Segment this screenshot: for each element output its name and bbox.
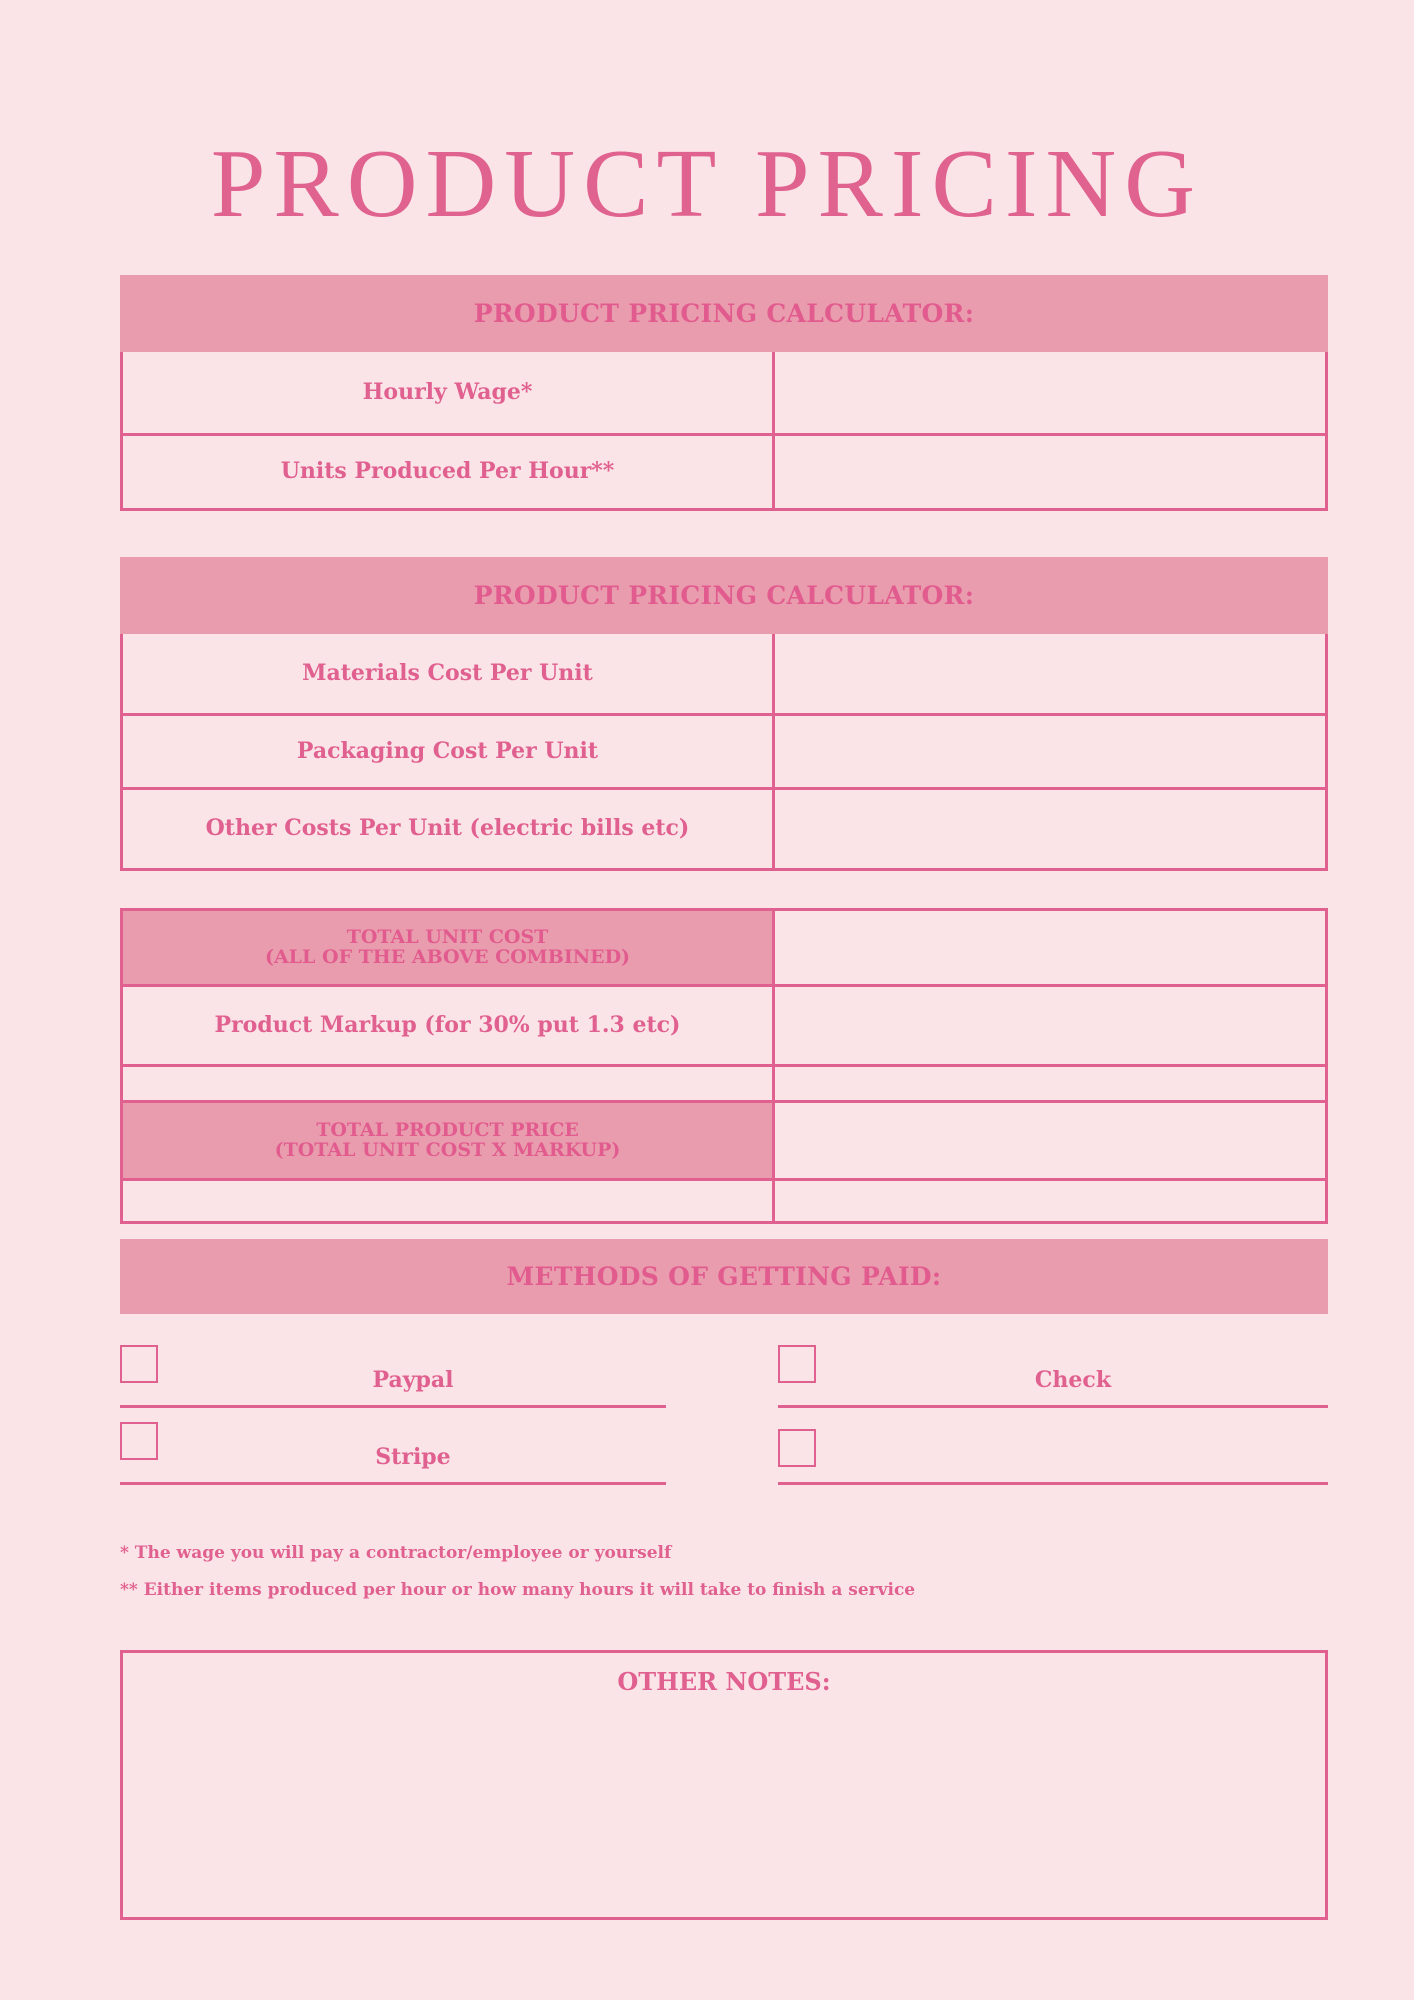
table-row — [120, 911, 1328, 987]
table-row — [120, 634, 1328, 716]
spacer-field — [775, 1067, 1325, 1100]
payment-option-label: Stripe — [375, 1444, 451, 1470]
page-title: PRODUCT PRICING — [210, 130, 1204, 238]
other-costs-label: Other Costs Per Unit (electric bills etc) — [123, 790, 775, 868]
units-per-hour-field[interactable] — [775, 436, 1325, 508]
checkbox[interactable] — [120, 1345, 158, 1383]
checkbox[interactable] — [778, 1429, 816, 1467]
checkbox[interactable] — [120, 1422, 158, 1460]
payment-option-paypal[interactable] — [120, 1345, 666, 1408]
packaging-cost-label: Packaging Cost Per Unit — [123, 716, 775, 787]
spacer-cell — [123, 1181, 775, 1221]
total-product-price-field[interactable] — [775, 1103, 1325, 1178]
payment-option-blank[interactable] — [778, 1422, 1328, 1485]
footnote-wage: * The wage you will pay a contractor/employee or yourself — [120, 1543, 672, 1563]
materials-cost-field[interactable] — [775, 634, 1325, 713]
other-notes-title: OTHER NOTES: — [617, 1667, 831, 1696]
total-unit-cost-field[interactable] — [775, 911, 1325, 984]
table-row — [120, 790, 1328, 871]
other-notes-box[interactable] — [120, 1650, 1328, 1920]
table-row — [120, 1067, 1328, 1103]
table-row — [120, 1103, 1328, 1181]
product-markup-field[interactable] — [775, 987, 1325, 1064]
table-row — [120, 716, 1328, 790]
units-per-hour-label: Units Produced Per Hour** — [123, 436, 775, 508]
spacer-cell — [123, 1067, 775, 1100]
total-product-price-subtitle: (TOTAL UNIT COST X MARKUP) — [274, 1138, 621, 1161]
total-product-price-label — [123, 1103, 775, 1178]
payment-option-label: Check — [1034, 1367, 1112, 1393]
total-product-price-title: TOTAL PRODUCT PRICE — [316, 1118, 579, 1141]
cost-calculator-section — [120, 557, 1328, 871]
total-unit-cost-subtitle: (ALL OF THE ABOVE COMBINED) — [264, 945, 631, 968]
table-row — [120, 436, 1328, 511]
table-row — [120, 987, 1328, 1067]
table-row — [120, 352, 1328, 436]
section-header: PRODUCT PRICING CALCULATOR: — [120, 557, 1328, 634]
hourly-wage-field[interactable] — [775, 352, 1325, 433]
packaging-cost-field[interactable] — [775, 716, 1325, 787]
footnote-units: ** Either items produced per hour or how many hours it will take to finish a service — [120, 1580, 916, 1600]
table-row — [120, 1181, 1328, 1224]
payment-option-label: Paypal — [372, 1367, 454, 1393]
product-markup-label: Product Markup (for 30% put 1.3 etc) — [123, 987, 775, 1064]
section-header: PRODUCT PRICING CALCULATOR: — [120, 275, 1328, 352]
spacer-field — [775, 1181, 1325, 1221]
labor-calculator-section — [120, 275, 1328, 511]
payment-methods-header: METHODS OF GETTING PAID: — [120, 1239, 1328, 1314]
payment-option-stripe[interactable] — [120, 1422, 666, 1485]
materials-cost-label: Materials Cost Per Unit — [123, 634, 775, 713]
total-unit-cost-label — [123, 911, 775, 984]
other-costs-field[interactable] — [775, 790, 1325, 868]
total-unit-cost-title: TOTAL UNIT COST — [346, 925, 549, 948]
checkbox[interactable] — [778, 1345, 816, 1383]
hourly-wage-label: Hourly Wage* — [123, 352, 775, 433]
totals-section — [120, 908, 1328, 1224]
payment-option-check[interactable] — [778, 1345, 1328, 1408]
